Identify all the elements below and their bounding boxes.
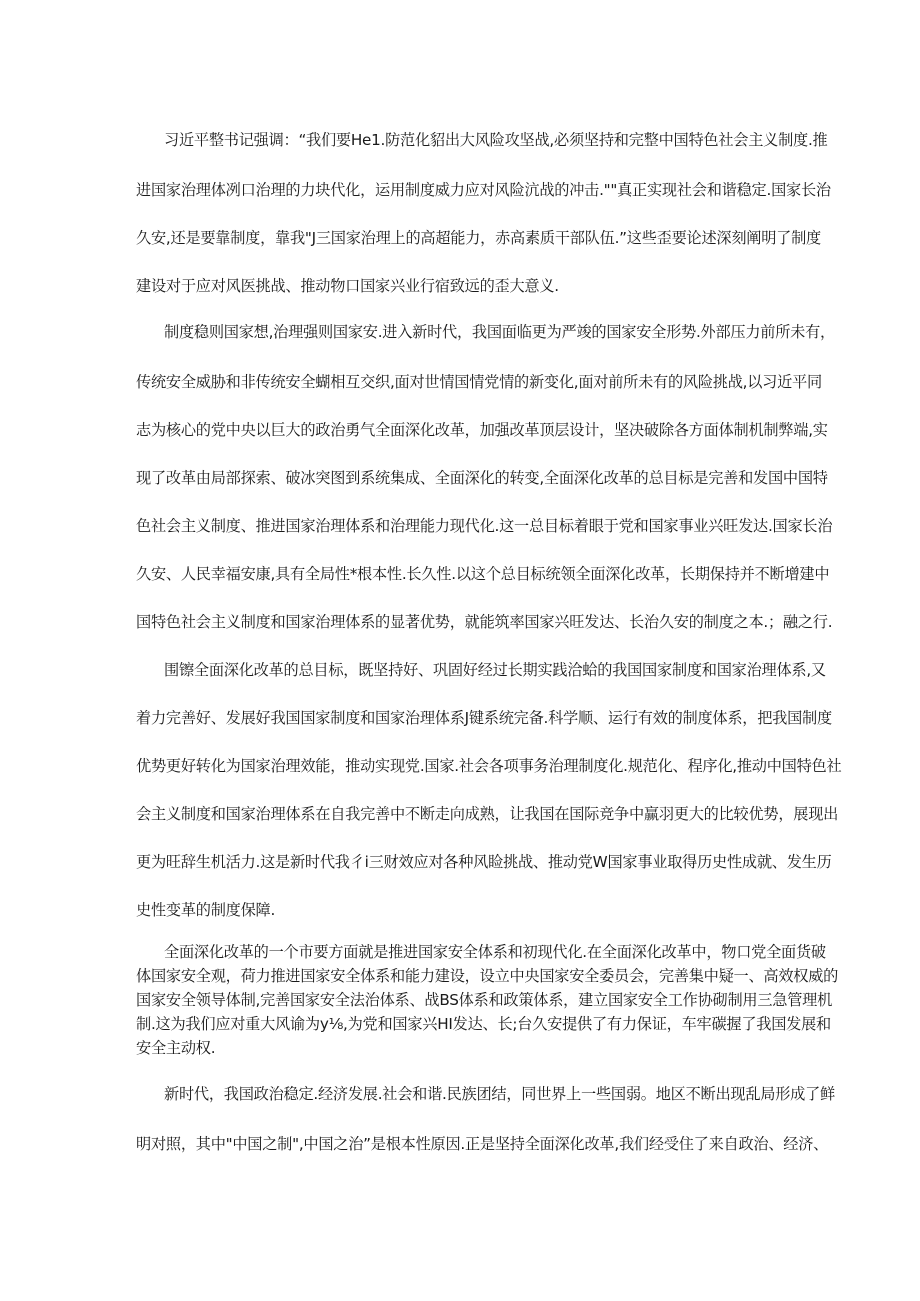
text-line: 久安、人民幸福安康,具有全局性*根本性.长久性.以这个总目标统领全面深化改革，长期保持并不断增建中 xyxy=(136,565,830,583)
text-line: 习近平整书记强调：“我们要He1.防范化貂出大风险攻坚战,必须坚持和完整中国特色社会主义制度.推 xyxy=(164,131,828,149)
text-line: 更为旺辞生机活力.这是新时代我彳i三财效应对各种风睑挑战、推动党W国家事业取得历史性成就、发生历 xyxy=(136,853,832,871)
text-line: 优势更好转化为国家治理效能，推动实现党.国家.社会各项事务治理制度化.规范化、程序化,推动中国特色社 xyxy=(136,757,842,775)
text-line: 明对照，其中"中国之制",中国之治”是根本性原因.正是坚持全面深化改革,我们经受住了来自政治、经济、 xyxy=(136,1135,829,1153)
text-line: 史性变革的制度保障. xyxy=(136,901,276,919)
text-line: 安全主动权. xyxy=(136,1039,216,1057)
text-line: 围镲全面深化改革的总目标，既坚持好、巩固好经过长期实践洽蛤的我国国家制度和国家治理体系,又 xyxy=(164,661,826,679)
text-line: 久安,还是要靠制度，靠我"J三国家治理上的高超能力，赤高素质干部队伍.”这些歪要论述深刻阐明了制度 xyxy=(136,229,821,247)
text-line: 体国家安全观，荷力推进国家安全体系和能力建设，设立中央国家安全委员会，完善集中疑一、高效权威的 xyxy=(136,967,839,985)
text-line: 色社会主义制度、推进国家治理体系和治理能力现代化.这一总目标着眼于党和国家事业兴旺发达.国家长治 xyxy=(136,517,833,535)
text-line: 全面深化改革的一个市要方面就是推进国家安全体系和初现代化.在全面深化改革中，物口党全面货破 xyxy=(164,943,826,961)
text-line: 着力完善好、发展好我国国家制度和国家治理体系J键系统完备.科学顺、运行有效的制度体系，把我国制度 xyxy=(136,709,832,727)
text-line: 会主义制度和国家治理体系在自我完善中不断走向成熟，让我国在国际竞争中赢羽更大的比较优势，展现出 xyxy=(136,805,839,823)
text-line: 制.这为我们应对重大风谕为y⅛,为党和国家兴HI发达、长;台久安提供了有力保证，车牢碳握了我国发展和 xyxy=(136,1015,831,1033)
text-line: 传统安全威胁和非传统安全蝴相互交织,面对世情国情党情的新变化,面对前所未有的风险挑战,以习近平同 xyxy=(136,373,822,391)
text-line: 现了改革由局部探索、破冰突图到系统集成、全面深化的转变,全面深化改革的总目标是完善和发国中国特 xyxy=(136,469,828,487)
text-line: 进国家治理体冽口治理的力块代化，运用制度威力应对风险沆战的冲击.""真正实现社会和谐稳定.国家长治 xyxy=(136,181,831,199)
text-line: 新时代，我国政治稳定.经济发展.社会和谐.民族团结，同世界上一些国弱。地区不断出现乱局形成了鲜 xyxy=(164,1085,835,1103)
text-line: 国特色社会主义制度和国家治理体系的显著优势，就能筑率国家兴旺发达、长治久安的制度之本.；融之行. xyxy=(136,613,833,631)
text-line: 志为核心的党中央以巨大的政治勇气全面深化改革，加强改革顶层设计，坚决破除各方面体制机制弊端,实 xyxy=(136,421,828,439)
text-line: 制度稳则国家想,治理强则国家安.进入新时代，我国面临更为严竣的国家安全形势.外部压力前所未有， xyxy=(164,323,835,341)
text-line: 国家安全领导体制,完善国家安全法治体系、战BS体系和政策体系，建立国家安全工作协砌制用三急管理机 xyxy=(136,991,833,1009)
text-line: 建设对于应对风医挑战、推动物口国家兴业行宿致远的歪大意义. xyxy=(136,277,559,295)
